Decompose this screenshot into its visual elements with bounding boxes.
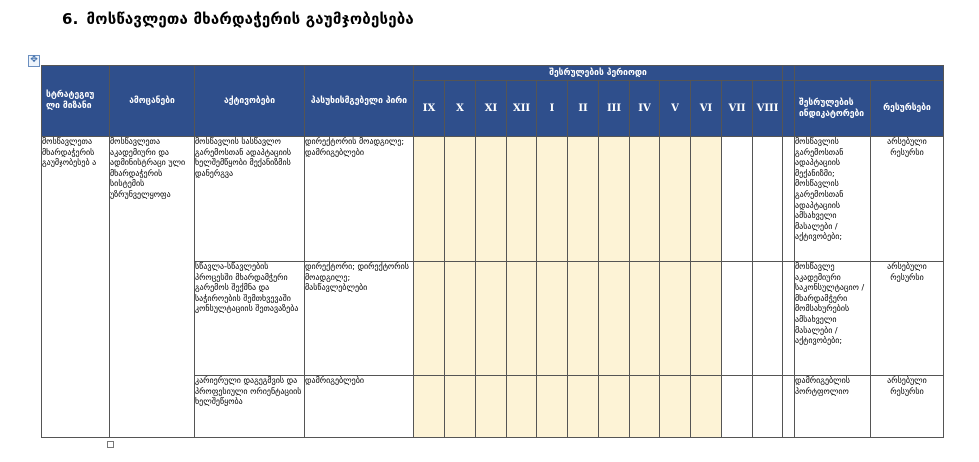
resources-cell: არსებული რესურსი bbox=[871, 376, 944, 438]
period-cell bbox=[691, 376, 722, 438]
period-cell bbox=[722, 376, 753, 438]
period-cell bbox=[507, 376, 537, 438]
header-resources: რესურსები bbox=[871, 81, 944, 137]
period-cell bbox=[476, 137, 507, 262]
header-indicators: შესრულების ინდიკატორები bbox=[795, 81, 871, 137]
month-header: I bbox=[537, 81, 568, 137]
section-title: მოსწავლეთა მხარდაჭერის გაუმჯობესება bbox=[86, 10, 414, 28]
period-cell bbox=[414, 376, 445, 438]
period-cell bbox=[630, 137, 660, 262]
month-header: VII bbox=[722, 81, 753, 137]
header-blank bbox=[795, 66, 944, 81]
resources-cell: არსებული რესურსი bbox=[871, 262, 944, 376]
period-cell bbox=[599, 137, 630, 262]
month-header: IV bbox=[630, 81, 660, 137]
indicator-cell: მოსწავლის გარემოსთან ადაპტაციის მექანიზმი; მოსწავლის გარემოსთან ადაპტაციის ამსახველი მასალები / აქტივობები; bbox=[795, 137, 871, 262]
action-plan-table bbox=[41, 65, 944, 438]
period-cell bbox=[660, 137, 691, 262]
section-number: 6. bbox=[62, 10, 79, 28]
period-cell bbox=[414, 137, 445, 262]
activity-cell: კარიერული დაგეგმვის და პროფესიული ორიენტაციის ხელშეწყობა bbox=[195, 376, 305, 438]
section-heading bbox=[62, 10, 414, 28]
table-move-handle-icon[interactable]: ✥ bbox=[28, 55, 40, 67]
period-cell bbox=[599, 376, 630, 438]
period-cell bbox=[568, 262, 599, 376]
table-resize-handle-icon[interactable] bbox=[107, 441, 114, 448]
period-cell bbox=[537, 376, 568, 438]
indicator-cell: მოსწავლე აკადემიური საკონსულტაციო / მხარდამჭერი მომსახურების ამსახველი მასალები / აქტივობები; bbox=[795, 262, 871, 376]
period-cell bbox=[476, 262, 507, 376]
period-cell bbox=[753, 137, 783, 262]
header-responsible: პასუხისმგებელი პირი bbox=[305, 66, 414, 137]
activity-cell: სწავლა-სწავლების პროცესში მხარდამჭერი გარემოს შექმნა და საჭიროების შემთხვევაში კონსულტაციის შეთავაზება bbox=[195, 262, 305, 376]
period-cell bbox=[722, 137, 753, 262]
month-header: III bbox=[599, 81, 630, 137]
month-header: V bbox=[660, 81, 691, 137]
strategic-goal-cell: მოსწავლეთა მხარდაჭერის გაუმჯობესებ ა bbox=[42, 137, 110, 438]
period-cell bbox=[537, 262, 568, 376]
spacer-cell bbox=[783, 376, 795, 438]
period-cell bbox=[445, 137, 476, 262]
period-cell bbox=[753, 376, 783, 438]
period-cell bbox=[753, 262, 783, 376]
month-header: XII bbox=[507, 81, 537, 137]
header-spacer bbox=[783, 66, 795, 81]
header-spacer bbox=[783, 81, 795, 137]
spacer-cell bbox=[783, 262, 795, 376]
spacer-cell bbox=[783, 137, 795, 262]
period-cell bbox=[568, 137, 599, 262]
responsible-cell: დირექტორი; დირექტორის მოადგილე; მასწავლებლები bbox=[305, 262, 414, 376]
month-header: IX bbox=[414, 81, 445, 137]
period-cell bbox=[445, 376, 476, 438]
month-header: X bbox=[445, 81, 476, 137]
month-header: VIII bbox=[753, 81, 783, 137]
activity-cell: მოსწავლის სასწავლო გარემოსთან ადაპტაციის ხელშემწყობი მექანიზმის დანერგვა bbox=[195, 137, 305, 262]
period-cell bbox=[414, 262, 445, 376]
indicator-cell: დამრიგებლის პორტფოლიო bbox=[795, 376, 871, 438]
task-cell: მოსწავლეთა აკადემიური და ადმინისტრაცი ული მხარდაჭერის სისტემის უზრუნველყოფა bbox=[110, 137, 195, 438]
period-cell bbox=[599, 262, 630, 376]
period-cell bbox=[445, 262, 476, 376]
period-cell bbox=[691, 137, 722, 262]
period-cell bbox=[537, 137, 568, 262]
header-activities: აქტივობები bbox=[195, 66, 305, 137]
period-cell bbox=[630, 376, 660, 438]
table-row bbox=[42, 137, 944, 262]
month-header: XI bbox=[476, 81, 507, 137]
period-cell bbox=[630, 262, 660, 376]
period-cell bbox=[660, 262, 691, 376]
period-cell bbox=[507, 137, 537, 262]
month-header: VI bbox=[691, 81, 722, 137]
period-cell bbox=[476, 376, 507, 438]
period-cell bbox=[660, 376, 691, 438]
period-cell bbox=[507, 262, 537, 376]
month-header: II bbox=[568, 81, 599, 137]
header-tasks: ამოცანები bbox=[110, 66, 195, 137]
header-period: შესრულების პერიოდი bbox=[414, 66, 783, 81]
responsible-cell: დამრიგებლები bbox=[305, 376, 414, 438]
header-strategic-goal: სტრატეგიუ ლი მიზანი bbox=[42, 66, 110, 137]
period-cell bbox=[691, 262, 722, 376]
period-cell bbox=[568, 376, 599, 438]
responsible-cell: დირექტორის მოადგილე; დამრიგებლები bbox=[305, 137, 414, 262]
resources-cell: არსებული რესურსი bbox=[871, 137, 944, 262]
period-cell bbox=[722, 262, 753, 376]
